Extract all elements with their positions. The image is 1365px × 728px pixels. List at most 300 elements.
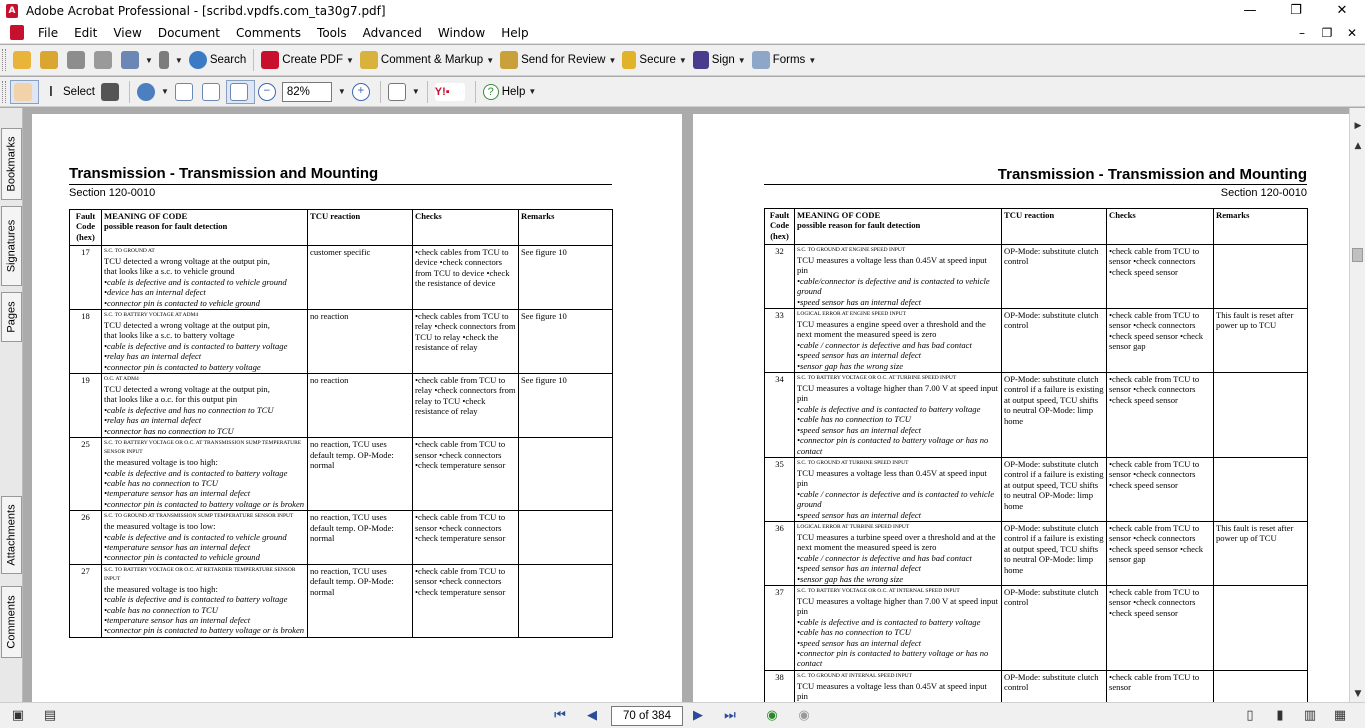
table-header-row <box>70 210 613 246</box>
pdf-page-right <box>693 114 1349 702</box>
tab-pages[interactable] <box>1 292 22 342</box>
header-tcu-reaction: TCU reaction <box>308 210 413 246</box>
fit-width-icon <box>230 83 248 101</box>
acrobat-app-icon: A <box>6 4 18 18</box>
fault-title: S.C. TO BATTERY VOLTAGE OR O.C. AT TRANSMISSION SUMP TEMPERATURE SENSOR INPUT <box>104 440 302 456</box>
fault-description: TCU detected a wrong voltage at the output pin, <box>104 320 270 331</box>
fault-code-cell: 35 <box>765 457 795 521</box>
fault-description: TCU measures a voltage less than 0.45V at speed input pin <box>797 467 987 489</box>
header-meaning-subtitle: possible reason for fault detection <box>104 221 228 232</box>
checks-cell: •check cable from TCU to sensor •check connectors •check speed sensor <box>1107 245 1214 309</box>
fault-reason: •cable is defective and is contacted to vehicle ground <box>104 276 287 287</box>
fit-page-button[interactable] <box>199 80 226 104</box>
previous-page-icon[interactable]: ◀ <box>587 708 597 723</box>
pdf-page-left <box>32 114 682 702</box>
actual-size-button[interactable] <box>172 80 199 104</box>
secure-button[interactable] <box>619 48 689 72</box>
toolbar-grip[interactable] <box>2 81 6 103</box>
comment-markup-label: Comment & Markup <box>380 54 484 66</box>
toolbar-separator <box>253 49 254 71</box>
menu-advanced[interactable]: Advanced <box>362 25 422 40</box>
table-row <box>765 245 1308 309</box>
fault-code-cell: 32 <box>765 245 795 309</box>
checks-cell: •check cable from TCU to sensor •check connectors •check temperature sensor <box>413 438 519 511</box>
camera-icon <box>101 83 119 101</box>
magnifier-icon <box>137 83 155 101</box>
menu-window[interactable]: Window <box>437 25 486 40</box>
fault-description: TCU detected a wrong voltage at the output pin, <box>104 384 270 395</box>
fault-reason: •connector pin is contacted to battery voltage <box>104 361 261 372</box>
fault-description: TCU measures a engine speed over a threshold and the next moment the measured speed is zero <box>797 319 986 340</box>
lock-icon <box>622 51 636 69</box>
checks-cell: •check cable from TCU to sensor •check connectors •check speed sensor <box>1107 457 1214 521</box>
fault-reason: •cable is defective and is contacted to battery voltage <box>797 403 981 414</box>
title-rule <box>69 184 612 185</box>
document-menu-icon[interactable] <box>10 25 24 40</box>
fault-description: the measured voltage is too low: <box>104 521 216 532</box>
fault-description: the measured voltage is too high: <box>104 457 218 468</box>
meaning-cell <box>102 564 308 637</box>
chevron-down-icon: ▼ <box>608 55 617 65</box>
fault-reason: •connector has no connection to TCU <box>104 425 234 436</box>
tab-comments[interactable] <box>1 586 22 658</box>
meaning-cell <box>795 309 1002 373</box>
header-fault-code: Fault Code (hex) <box>70 210 102 246</box>
continuous-view-icon[interactable]: ▮ <box>1276 708 1284 723</box>
tab-signatures-label: Signatures <box>5 219 18 273</box>
print-button[interactable] <box>91 48 118 72</box>
help-icon: ? <box>483 84 499 100</box>
fault-reason: •device has an internal defect <box>104 287 206 298</box>
email-button[interactable] <box>118 48 156 72</box>
table-row <box>70 564 613 637</box>
tab-signatures[interactable] <box>1 206 22 286</box>
send-review-button[interactable] <box>497 48 619 72</box>
fault-title: S.C. TO GROUND AT <box>104 248 155 254</box>
table-row <box>765 585 1308 670</box>
checks-cell: •check cable from TCU to sensor •check connectors •check speed sensor •check sensor gap <box>1107 521 1214 585</box>
tcu-reaction-cell: no reaction, TCU uses default temp. OP-Mode: normal <box>308 438 413 511</box>
meaning-cell <box>102 438 308 511</box>
fault-reason: •cable/connector is defective and is contacted to vehicle ground <box>797 275 990 297</box>
zoom-out-button[interactable] <box>255 80 282 104</box>
fault-code-cell: 37 <box>765 585 795 670</box>
fault-code-table <box>764 208 1308 702</box>
header-tcu-reaction: TCU reaction <box>1002 209 1107 245</box>
fault-reason: •cable is defective and is contacted to battery voltage <box>797 616 981 627</box>
fault-reason: •cable is defective and is contacted to battery voltage <box>104 340 288 351</box>
table-row <box>70 374 613 438</box>
save-button[interactable] <box>64 48 91 72</box>
tcu-reaction-cell: OP-Mode: substitute clutch control <box>1002 245 1107 309</box>
fault-title: S.C. TO BATTERY VOLTAGE OR O.C. AT TURBINE SPEED INPUT <box>797 375 957 382</box>
tcu-reaction-cell: no reaction, TCU uses default temp. OP-Mode: normal <box>308 564 413 637</box>
table-row <box>765 457 1308 521</box>
minus-icon: − <box>258 83 276 101</box>
facing-view-icon[interactable]: ▥ <box>1303 708 1317 723</box>
email-icon <box>121 51 139 69</box>
create-pdf-icon <box>261 51 279 69</box>
fault-code-cell: 17 <box>70 246 102 310</box>
header-meaning <box>795 209 1002 245</box>
section-number: Section 120-0010 <box>1220 187 1307 199</box>
paperclip-icon <box>159 51 169 69</box>
chevron-down-icon: ▼ <box>486 55 495 65</box>
previous-view-icon[interactable]: ◉ <box>766 708 778 723</box>
checks-cell: •check cable from TCU to sensor •check connectors •check temperature sensor <box>413 564 519 637</box>
minimize-button[interactable]: — <box>1243 3 1257 18</box>
plus-icon: + <box>352 83 370 101</box>
page-title: Transmission - Transmission and Mounting <box>69 165 379 182</box>
navigation-panel <box>0 108 23 702</box>
fault-title: S.C. TO GROUND AT INTERNAL SPEED INPUT <box>797 672 913 679</box>
fault-reason: •connector pin is contacted to vehicle ground <box>104 552 260 563</box>
fault-reason: •speed sensor has an internal defect <box>797 296 922 307</box>
checks-cell: •check cables from TCU to device •check connectors from TCU to device •check the resistance of device <box>413 246 519 310</box>
header-checks: Checks <box>1107 209 1214 245</box>
hand-icon <box>14 83 32 101</box>
fault-description: that looks like a o.c. for this output pin <box>104 394 238 405</box>
fault-reason: •sensor gap has the wrong size <box>797 573 904 584</box>
meaning-cell <box>102 310 308 374</box>
fault-code-cell: 26 <box>70 511 102 565</box>
snapshot-button[interactable] <box>98 80 125 104</box>
status-bar <box>0 702 1365 728</box>
checks-cell: •check cable from TCU to sensor •check connectors •check speed sensor •check sensor gap <box>1107 309 1214 373</box>
rotate-view-icon <box>388 83 406 101</box>
forms-button[interactable] <box>749 48 820 72</box>
remarks-cell <box>519 564 613 637</box>
toolbar-separator <box>380 81 381 103</box>
tab-comments-label: Comments <box>5 595 18 649</box>
print-icon <box>94 51 112 69</box>
fault-reason: •temperature sensor has an internal defect <box>104 541 251 552</box>
fault-description: the measured voltage is too high: <box>104 583 218 594</box>
attach-button[interactable] <box>156 48 186 72</box>
chevron-down-icon: ▼ <box>174 55 183 65</box>
toolbar-separator <box>475 81 476 103</box>
toolbar-grip[interactable] <box>2 49 6 71</box>
chevron-down-icon: ▼ <box>145 55 153 65</box>
scroll-thumb[interactable] <box>1352 248 1363 262</box>
page-title: Transmission - Transmission and Mounting <box>997 166 1307 183</box>
actual-size-icon <box>175 83 193 101</box>
remarks-cell <box>1214 373 1308 458</box>
remarks-cell: See figure 10 <box>519 374 613 438</box>
remarks-cell <box>519 438 613 511</box>
table-row <box>70 246 613 310</box>
tcu-reaction-cell: OP-Mode: substitute clutch control <box>1002 585 1107 670</box>
menu-file[interactable]: File <box>38 25 59 40</box>
select-label: Select <box>63 85 95 98</box>
scroll-up-icon[interactable]: ▲ <box>1354 141 1362 151</box>
doc-close-button[interactable]: ✕ <box>1346 26 1358 40</box>
tcu-reaction-cell: OP-Mode: substitute clutch control <box>1002 670 1107 702</box>
remarks-cell: This fault is reset after power up to TCU <box>1214 309 1308 373</box>
layout-panel-icon[interactable]: ▤ <box>43 708 57 723</box>
menu-edit[interactable]: Edit <box>74 25 98 40</box>
chevron-down-icon: ▼ <box>737 55 746 65</box>
chevron-down-icon: ▼ <box>160 87 169 96</box>
fault-reason: •cable is defective and has no connection to TCU <box>104 404 274 415</box>
organizer-icon <box>40 51 58 69</box>
fault-reason: •speed sensor has an internal defect <box>797 637 922 648</box>
tcu-reaction-cell: customer specific <box>308 246 413 310</box>
scroll-down-icon[interactable]: ▼ <box>1354 689 1362 699</box>
remarks-cell <box>1214 670 1308 702</box>
fault-reason: •cable is defective and is contacted to battery voltage <box>104 594 288 605</box>
meaning-cell <box>795 585 1002 670</box>
create-pdf-button[interactable] <box>258 48 357 72</box>
remarks-cell <box>1214 457 1308 521</box>
tab-attachments[interactable] <box>1 496 22 574</box>
fault-reason: •cable has no connection to TCU <box>104 604 218 615</box>
checks-cell: •check cable from TCU to sensor •check connectors •check speed sensor <box>1107 373 1214 458</box>
sign-button[interactable] <box>690 48 749 72</box>
fault-reason: •cable has no connection to TCU <box>104 477 218 488</box>
comment-markup-button[interactable] <box>357 48 497 72</box>
section-number: Section 120-0010 <box>69 187 156 199</box>
fault-reason: •sensor gap has the wrong size <box>797 360 904 371</box>
help-button[interactable] <box>480 80 540 104</box>
forms-icon <box>752 51 770 69</box>
last-page-icon[interactable]: ⏭ <box>724 708 736 723</box>
menu-bar <box>0 22 1365 44</box>
document-view[interactable] <box>24 108 1349 702</box>
fault-reason: •cable / connector is defective and has bad contact <box>797 339 972 350</box>
toolbar-separator <box>129 81 130 103</box>
remarks-cell: This fault is reset after power up of TCU <box>1214 521 1308 585</box>
comment-icon <box>360 51 378 69</box>
table-header-row <box>765 209 1308 245</box>
remarks-cell: See figure 10 <box>519 310 613 374</box>
header-fault-code: Fault Code (hex) <box>765 209 795 245</box>
checks-cell: •check cable from TCU to relay •check connectors from relay to TCU •check resistance of relay <box>413 374 519 438</box>
menu-tools[interactable]: Tools <box>317 25 347 40</box>
fault-description: TCU measures a turbine speed over a threshold and at the next moment the measured speed is zero <box>797 531 996 553</box>
fault-code-table <box>69 209 613 638</box>
navigation-toolbar <box>0 77 1365 107</box>
tcu-reaction-cell: OP-Mode: substitute clutch control if a failure is existing at output speed, TCU shifts to neutral OP-Mode: limp home <box>1002 521 1107 585</box>
close-button[interactable]: ✕ <box>1336 3 1348 18</box>
menu-comments[interactable]: Comments <box>236 25 302 40</box>
meaning-cell <box>102 246 308 310</box>
meaning-cell <box>795 521 1002 585</box>
table-row <box>70 511 613 565</box>
fit-page-icon <box>202 83 220 101</box>
toolbar-separator <box>427 81 428 103</box>
tcu-reaction-cell: OP-Mode: substitute clutch control if a failure is existing at output speed, TCU shifts to neutral OP-Mode: limp home <box>1002 373 1107 458</box>
fault-reason: •speed sensor has an internal defect <box>797 424 922 435</box>
maximize-button[interactable]: ❐ <box>1290 3 1302 18</box>
remarks-cell: See figure 10 <box>519 246 613 310</box>
fault-code-cell: 38 <box>765 670 795 702</box>
fault-description: TCU measures a voltage less than 0.45V at speed input pin <box>797 255 987 276</box>
fault-reason: •relay has an internal defect <box>104 351 202 362</box>
tab-attachments-label: Attachments <box>5 504 18 566</box>
fault-code-cell: 36 <box>765 521 795 585</box>
fault-reason: •speed sensor has an internal defect <box>797 350 922 361</box>
fault-title: LOGICAL ERROR AT ENGINE SPEED INPUT <box>797 311 906 318</box>
fault-reason: •cable / connector is defective and is contacted to vehicle ground <box>797 488 995 510</box>
table-row <box>765 309 1308 373</box>
cursor-icon: I <box>48 82 54 100</box>
meaning-cell <box>795 245 1002 309</box>
remarks-cell <box>1214 585 1308 670</box>
table-row <box>765 521 1308 585</box>
layout-single-icon[interactable]: ▣ <box>11 708 25 723</box>
header-remarks: Remarks <box>1214 209 1308 245</box>
save-icon <box>67 51 85 69</box>
fault-title: S.C. TO GROUND AT TURBINE SPEED INPUT <box>797 459 909 466</box>
fault-code-cell: 27 <box>70 564 102 637</box>
help-label: Help <box>501 85 526 98</box>
forms-label: Forms <box>772 54 806 66</box>
fault-title: S.C. TO BATTERY VOLTAGE OR O.C. AT INTERNAL SPEED INPUT <box>797 587 960 594</box>
fault-reason: •connector pin is contacted to battery voltage or is broken <box>104 498 305 509</box>
meaning-cell <box>795 373 1002 458</box>
organizer-button[interactable] <box>37 48 64 72</box>
chevron-down-icon: ▼ <box>678 55 687 65</box>
fault-reason: •connector pin is contacted to battery voltage or is broken <box>104 625 305 636</box>
fault-title: S.C. TO BATTERY VOLTAGE OR O.C. AT RETARDER TEMPERATURE SENSOR INPUT <box>104 566 296 582</box>
table-row <box>765 373 1308 458</box>
fault-description: TCU measures a voltage higher than 7.00 V at speed input pin <box>797 595 998 617</box>
zoom-input[interactable] <box>282 82 332 102</box>
sign-label: Sign <box>711 54 735 66</box>
meaning-cell <box>102 374 308 438</box>
hand-tool-button[interactable] <box>10 80 39 104</box>
header-meaning-title: MEANING OF CODE <box>797 210 881 220</box>
menu-document[interactable]: Document <box>157 25 220 40</box>
remarks-cell <box>519 511 613 565</box>
continuous-facing-view-icon[interactable]: ▦ <box>1333 708 1347 723</box>
header-meaning-title: MEANING OF CODE <box>104 211 188 221</box>
fault-reason: •cable / connector is defective and has bad contact <box>797 552 972 563</box>
fault-reason: •connector pin is contacted to battery voltage or has no contact <box>797 435 989 456</box>
fault-reason: •speed sensor has an internal defect <box>797 563 922 574</box>
fault-reason: •relay has an internal defect <box>104 415 202 426</box>
fault-title: S.C. TO BATTERY VOLTAGE AT ADM4 <box>104 312 199 319</box>
fault-reason: •cable is defective and is contacted to battery voltage <box>104 467 288 478</box>
tab-bookmarks[interactable] <box>1 128 22 200</box>
fault-reason: •connector pin is contacted to vehicle ground <box>104 297 260 308</box>
search-label: Search <box>209 54 247 66</box>
header-checks: Checks <box>413 210 519 246</box>
fault-reason: •cable is defective and is contacted to vehicle ground <box>104 531 287 542</box>
fault-code-cell: 18 <box>70 310 102 374</box>
fault-reason: •connector pin is contacted to battery voltage or has no contact <box>797 648 989 669</box>
doc-minimize-button[interactable]: – <box>1299 26 1305 40</box>
fault-description: TCU detected a wrong voltage at the output pin, <box>104 256 270 266</box>
zoom-tool-button[interactable] <box>134 80 172 104</box>
table-row <box>765 670 1308 702</box>
zoom-in-button[interactable] <box>349 80 376 104</box>
meaning-cell <box>795 457 1002 521</box>
zoom-dropdown[interactable] <box>332 80 349 104</box>
chevron-down-icon: ▼ <box>808 55 817 65</box>
table-row <box>70 310 613 374</box>
checks-cell: •check cable from TCU to sensor •check connectors •check temperature sensor <box>413 511 519 565</box>
open-button[interactable] <box>10 48 37 72</box>
fault-reason: •cable has no connection to TCU <box>797 414 911 425</box>
search-icon <box>189 51 207 69</box>
fault-description: TCU measures a voltage less than 0.45V at speed input pin <box>797 680 987 702</box>
title-bar <box>0 0 1365 22</box>
fault-code-cell: 19 <box>70 374 102 438</box>
secure-label: Secure <box>639 54 676 66</box>
open-folder-icon <box>13 51 31 69</box>
fit-width-button[interactable] <box>226 80 255 104</box>
title-rule <box>764 184 1307 185</box>
checks-cell: •check cable from TCU to sensor •check connectors •check speed sensor <box>1107 585 1214 670</box>
fault-title: S.C. TO GROUND AT TRANSMISSION SUMP TEMPERATURE SENSOR INPUT <box>104 513 294 520</box>
header-remarks: Remarks <box>519 210 613 246</box>
search-button[interactable] <box>186 48 249 72</box>
fault-code-cell: 25 <box>70 438 102 511</box>
remarks-cell <box>1214 245 1308 309</box>
rotate-button[interactable] <box>385 80 423 104</box>
fault-reason: •speed sensor has an internal defect <box>797 509 922 520</box>
checks-cell: •check cable from TCU to sensor <box>1107 670 1214 702</box>
fault-code-cell: 33 <box>765 309 795 373</box>
create-pdf-label: Create PDF <box>282 54 343 66</box>
fault-title: LOGICAL ERROR AT TURBINE SPEED INPUT <box>797 523 910 530</box>
tcu-reaction-cell: OP-Mode: substitute clutch control if a failure is existing at output speed, TCU shifts to neutral OP-Mode: limp home <box>1002 457 1107 521</box>
fault-reason: •cable has no connection to TCU <box>797 627 911 638</box>
doc-restore-button[interactable]: ❐ <box>1321 26 1333 40</box>
fault-description: that looks like a s.c. to battery voltage <box>104 330 235 341</box>
page-number-input[interactable] <box>611 706 683 726</box>
yahoo-search-button[interactable] <box>432 80 471 104</box>
first-page-icon[interactable]: ⏮ <box>554 708 566 723</box>
next-page-icon[interactable]: ▶ <box>693 708 703 723</box>
next-view-icon[interactable]: ◉ <box>798 708 810 723</box>
fault-title: S.C. TO GROUND AT ENGINE SPEED INPUT <box>797 247 906 253</box>
file-toolbar <box>0 45 1365 76</box>
fault-code-cell: 34 <box>765 373 795 458</box>
tab-pages-label: Pages <box>5 301 18 333</box>
checks-cell: •check cables from TCU to relay •check connectors from TCU to relay •check the resistance of relay <box>413 310 519 374</box>
vertical-scrollbar[interactable] <box>1349 108 1365 702</box>
fault-reason: •temperature sensor has an internal defect <box>104 488 251 499</box>
fault-description: that looks like a s.c. to vehicle ground <box>104 266 235 277</box>
fault-title: O.C. AT ADM4 <box>104 376 139 383</box>
tcu-reaction-cell: no reaction, TCU uses default temp. OP-Mode: normal <box>308 511 413 565</box>
send-review-icon <box>500 51 518 69</box>
header-meaning-subtitle: possible reason for fault detection <box>797 220 921 231</box>
chevron-down-icon: ▼ <box>346 55 354 65</box>
meaning-cell <box>102 511 308 565</box>
tcu-reaction-cell: no reaction <box>308 374 413 438</box>
yahoo-icon: Y!▪ <box>435 83 465 101</box>
menu-help[interactable]: Help <box>501 25 529 40</box>
fault-reason: •temperature sensor has an internal defect <box>104 614 251 625</box>
window-title: Adobe Acrobat Professional - [scribd.vpdfs.com_ta30g7.pdf] <box>26 4 386 18</box>
select-tool-button[interactable] <box>39 80 98 104</box>
menu-view[interactable]: View <box>113 25 142 40</box>
single-page-view-icon[interactable]: ▯ <box>1246 708 1254 723</box>
tcu-reaction-cell: no reaction <box>308 310 413 374</box>
tcu-reaction-cell: OP-Mode: substitute clutch control <box>1002 309 1107 373</box>
fault-description: TCU measures a voltage higher than 7.00 V at speed input pin <box>797 383 998 404</box>
header-meaning <box>102 210 308 246</box>
table-row <box>70 438 613 511</box>
split-arrow-icon[interactable]: ▶ <box>1354 121 1362 131</box>
chevron-down-icon: ▼ <box>528 87 537 96</box>
pen-icon <box>693 51 709 69</box>
chevron-down-icon: ▼ <box>337 87 346 96</box>
